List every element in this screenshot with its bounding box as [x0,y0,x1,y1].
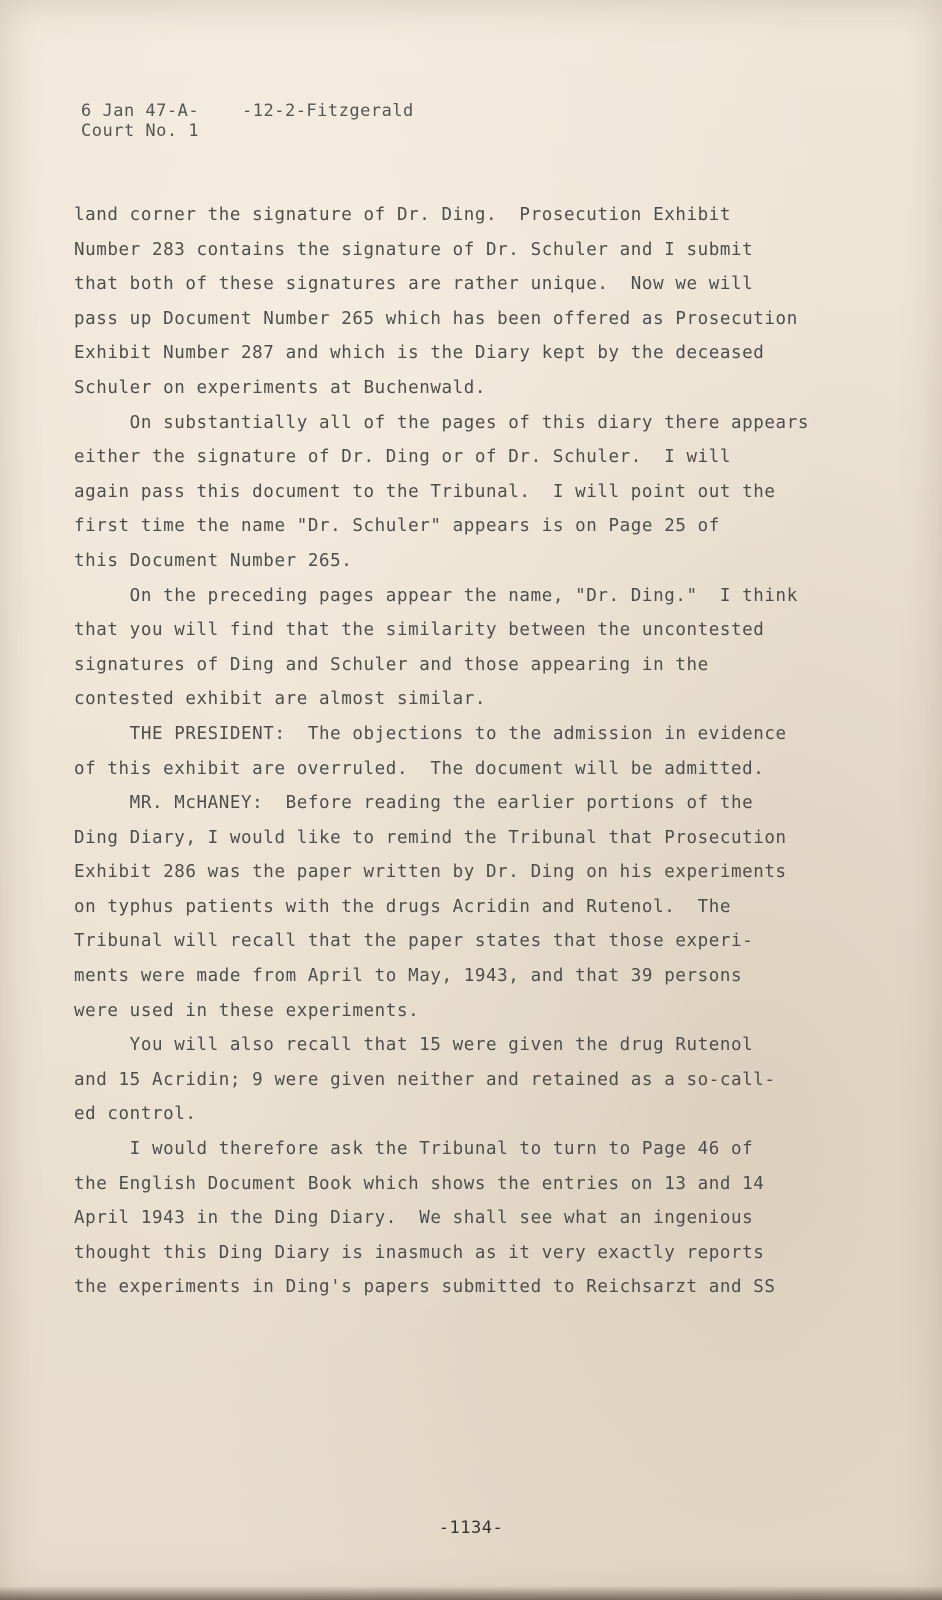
text-line: the experiments in Ding's papers submitted to Reichsarzt and SS [74,1277,776,1298]
text-line: On substantially all of the pages of this diary there appears [74,412,809,433]
text-line: ments were made from April to May, 1943, and that 39 persons [74,966,743,987]
document-header [81,101,414,141]
text-line: this Document Number 265. [74,550,353,571]
text-line: on typhus patients with the drugs Acridin and Rutenol. The [74,896,732,917]
page-number: -1134- [438,1518,504,1538]
text-line: pass up Document Number 265 which has been offered as Prosecution [74,308,798,329]
text-line: of this exhibit are overruled. The document will be admitted. [74,758,765,779]
text-line: Tribunal will recall that the paper states that those experi- [74,931,754,952]
text-line: and 15 Acridin; 9 were given neither and retained as a so-call- [74,1069,776,1090]
text-line: Exhibit Number 287 and which is the Diary kept by the deceased [74,343,765,364]
header-line-court: Court No. 1 [81,121,200,141]
text-line: first time the name "Dr. Schuler" appears is on Page 25 of [74,516,720,537]
transcript-body [74,198,904,1305]
text-line: April 1943 in the Ding Diary. We shall see what an ingenious [74,1208,754,1229]
text-line: You will also recall that 15 were given the drug Rutenol [74,1035,754,1056]
header-line-date: 6 Jan 47-A- -12-2-Fitzgerald [81,101,414,121]
text-line: Ding Diary, I would like to remind the Tribunal that Prosecution [74,827,787,848]
text-line: ed control. [74,1104,197,1125]
text-line: On the preceding pages appear the name, "Dr. Ding." I think [74,585,798,606]
text-line: the English Document Book which shows the entries on 13 and 14 [74,1173,765,1194]
text-line: MR. McHANEY: Before reading the earlier portions of the [74,793,754,814]
text-line: I would therefore ask the Tribunal to turn to Page 46 of [74,1139,754,1160]
scan-edge-shadow [0,1586,942,1600]
text-line: that you will find that the similarity between the uncontested [74,620,765,641]
text-line: Number 283 contains the signature of Dr. Schuler and I submit [74,239,754,260]
text-line: contested exhibit are almost similar. [74,689,487,710]
text-line: Exhibit 286 was the paper written by Dr. Ding on his experiments [74,862,787,883]
text-line: land corner the signature of Dr. Ding. Prosecution Exhibit [74,205,732,225]
text-line: Schuler on experiments at Buchenwald. [74,377,487,398]
text-line: again pass this document to the Tribunal. I will point out the [74,481,776,502]
text-line: THE PRESIDENT: The objections to the admission in evidence [74,723,787,744]
text-line: thought this Ding Diary is inasmuch as it very exactly reports [74,1242,765,1263]
text-line: that both of these signatures are rather unique. Now we will [74,274,754,295]
text-line: signatures of Ding and Schuler and those appearing in the [74,654,709,675]
text-line: were used in these experiments. [74,1000,420,1021]
text-line: either the signature of Dr. Ding or of Dr. Schuler. I will [74,447,732,468]
